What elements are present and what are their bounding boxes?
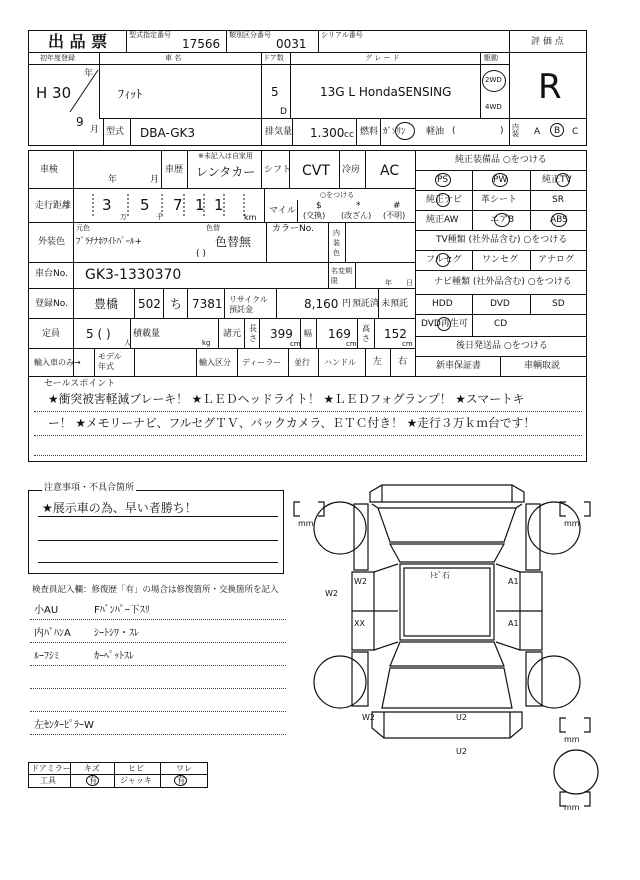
- equip-sr: SR: [552, 195, 564, 205]
- door-suffix: D: [280, 107, 287, 117]
- interior-c: C: [572, 127, 579, 137]
- capacity-value: 5 ( ): [86, 327, 111, 341]
- inspector-line-b: ｶｰﾍﾟｯﾄｽﾚ: [94, 651, 134, 662]
- inspector-rule: [30, 688, 286, 689]
- use-label: 車歴: [165, 165, 184, 175]
- mark-w2-side: W2: [325, 589, 338, 598]
- first-reg-era: H 30: [36, 84, 72, 102]
- registration-kana: ち: [170, 297, 183, 311]
- inspector-line-b: Fﾊﾞﾝﾊﾟｰ下ｽﾘ: [94, 605, 150, 616]
- mileage-digit2: 5: [140, 196, 150, 214]
- doors: 5: [271, 85, 279, 99]
- ac-label: 冷房: [342, 165, 361, 175]
- tamper-symbol: *: [356, 201, 361, 211]
- mark-roof: ﾄﾋﾞ石: [430, 571, 450, 580]
- tv-fullseg: フルセグ: [426, 255, 462, 265]
- import-type-label: 輸入区分: [199, 358, 231, 367]
- equip-airbag: エアB: [490, 215, 515, 225]
- registration-class: 502: [138, 297, 161, 311]
- capacity-unit: 人: [124, 339, 131, 347]
- length-value: 399: [270, 327, 293, 341]
- fuel-value: ｶﾞｿﾘﾝ: [383, 127, 406, 137]
- year-unit: 年: [84, 69, 94, 79]
- parallel-label: 並行: [294, 358, 310, 367]
- class-number-label: 類別区分番号: [229, 31, 271, 39]
- legend-r1: 有: [89, 776, 97, 785]
- width-label: 幅: [304, 329, 312, 338]
- car-name: ﾌｨｯﾄ: [118, 87, 143, 101]
- grade-box-label: 評 価 点: [531, 37, 564, 47]
- interior-a: A: [534, 127, 541, 137]
- title-change-label: 名変期限: [331, 267, 352, 285]
- unknown-label: (不明): [383, 211, 406, 220]
- equip-abs: ABS: [550, 215, 568, 225]
- notes-label: 注意事項・不具合箇所: [44, 483, 135, 493]
- exchange-label: (交換): [303, 211, 326, 220]
- shift-value: CVT: [302, 163, 330, 179]
- first-reg-month: 9: [76, 115, 84, 129]
- legend-h3: ワレ: [176, 764, 192, 773]
- inspector-rule: [30, 619, 286, 620]
- registration-label: 登録No.: [35, 299, 68, 309]
- title-change-day: 日: [406, 279, 413, 287]
- mileage-label: 走行距離: [35, 201, 72, 211]
- mileage-boxes: [76, 190, 266, 222]
- recycle-label: リサイクル預託金: [229, 295, 268, 314]
- registration-number: 7381: [192, 297, 223, 311]
- equipment-title: 純正装備品 ○をつける: [455, 155, 547, 165]
- legend-h2: ヒビ: [128, 764, 144, 773]
- mark-a1-front: A1: [508, 577, 519, 586]
- color-no-label: カラーNo.: [272, 224, 314, 234]
- interior-label: 内装: [512, 123, 519, 138]
- date-slash: [68, 66, 108, 116]
- model-year-label: モデル年式: [98, 352, 122, 371]
- notes-text: ★展示車の為、早い者勝ち！: [42, 501, 197, 515]
- inspector-line-a: 内ﾊﾞﾊﾝA: [34, 628, 71, 639]
- mm-front-right: mm: [564, 519, 580, 528]
- ac-value: AC: [380, 163, 400, 179]
- paren-open: (: [452, 126, 456, 136]
- mark-xx: XX: [354, 619, 365, 628]
- original-color-label: 元色: [76, 224, 90, 232]
- inspector-rule: [30, 734, 286, 735]
- inspection-month: 月: [150, 175, 160, 185]
- nav-hdd: HDD: [432, 299, 453, 309]
- nav-title: ナビ種類 (社外品含む) ○をつける: [434, 277, 572, 287]
- legend-r0: 工具: [40, 776, 56, 785]
- doc-manual: 車輌取説: [524, 361, 561, 371]
- inspector-label: 検査員記入欄：修復歴「有」の場合は修復箇所・交換箇所を記入: [32, 585, 279, 595]
- tv-title: TV種類 (社外品含む) ○をつける: [436, 235, 568, 245]
- mileage-digit5: 1: [214, 196, 224, 214]
- height-cm: cm: [402, 340, 413, 348]
- load-unit: kg: [202, 339, 211, 347]
- repaint-label: 色替: [206, 224, 220, 232]
- class-number: 0031: [276, 37, 307, 51]
- fuel-label: 燃料: [360, 127, 379, 137]
- equip-tv: 純正TV: [542, 175, 572, 185]
- mileage-digit1: 3: [102, 196, 112, 214]
- drive-label: 駆動: [484, 54, 498, 62]
- sheet-title: 出 品 票: [48, 32, 108, 51]
- nav-dvd-play: DVD再生可: [421, 319, 468, 329]
- load-label: 積載量: [133, 329, 161, 339]
- shift-label: シフト: [264, 165, 292, 175]
- type-number-label: 型式指定番号: [129, 31, 171, 39]
- handle-right: 右: [398, 357, 408, 367]
- drive-4wd: 4WD: [485, 103, 502, 111]
- mark-w2-rear: W2: [362, 713, 375, 722]
- model-label: 型式: [106, 127, 125, 137]
- inspection-year: 年: [108, 175, 118, 185]
- import-only-label: 輸入車のみ→: [34, 358, 81, 367]
- equip-leather: 革シート: [481, 195, 518, 205]
- legend-r3-circle: [174, 775, 187, 786]
- paren-close: ): [500, 126, 504, 136]
- mileage-digit3: 7: [173, 196, 183, 214]
- inspector-line-a: ﾙｰﾌｼﾐ: [34, 651, 59, 662]
- recycle-unit: 円: [342, 299, 352, 309]
- chassis-label: 車台No.: [35, 269, 68, 279]
- exchange-symbol: $: [316, 201, 322, 211]
- car-name-label: 車 名: [165, 54, 182, 62]
- mark-w2-front: W2: [354, 577, 367, 586]
- chassis-number: GK3-1330370: [85, 267, 182, 283]
- interior-color-label: 内装色: [333, 229, 340, 257]
- recycle-deposited: 預託済: [352, 299, 380, 309]
- mileage-digit4: 1: [195, 196, 205, 214]
- grade-value: R: [538, 67, 562, 107]
- width-value: 169: [328, 327, 351, 341]
- original-color: ﾌﾟﾗﾁﾅﾎﾜｲﾄﾊﾟｰﾙ+: [76, 237, 143, 247]
- grade-label: グ レ ー ド: [365, 54, 400, 62]
- tv-oneseg: ワンセグ: [482, 255, 519, 265]
- grade: 13G L HondaSENSING: [320, 85, 452, 99]
- dealer-label: ディーラー: [242, 358, 282, 367]
- recycle-amount: 8,160: [304, 297, 339, 311]
- car-diagram: [292, 480, 602, 810]
- inspection-label: 車検: [40, 165, 59, 175]
- drive-2wd: 2WD: [485, 76, 502, 84]
- type-number: 17566: [182, 37, 221, 51]
- tamper-label: (改ざん): [341, 211, 372, 220]
- light-oil-label: 軽油: [426, 127, 445, 137]
- displacement: 1.300: [310, 126, 345, 140]
- legend-h0: ドアミラー: [31, 764, 71, 773]
- legend-r3: 有: [177, 776, 185, 785]
- equip-pw: PW: [493, 175, 508, 185]
- docs-title: 後日発送品 ○をつける: [456, 341, 548, 351]
- registration-city: 豊橋: [94, 297, 119, 311]
- inspector-line-b: ｼｰﾄｼﾜ・ｽﾚ: [94, 628, 139, 639]
- circle-note: ○をつける: [320, 191, 355, 199]
- mm-rear-right: mm: [564, 735, 580, 744]
- height-label: 高さ: [362, 324, 370, 343]
- unknown-symbol: #: [393, 201, 401, 211]
- repaint-value: 色替無: [215, 235, 252, 249]
- mm-spare: mm: [564, 803, 580, 810]
- legend-r1-circle: [86, 775, 99, 786]
- length-cm: cm: [290, 340, 301, 348]
- month-unit: 月: [90, 125, 100, 135]
- inspector-line-a: 左ｾﾝﾀｰﾋﾟﾗｰW: [34, 720, 94, 731]
- mm-front-left: mm: [298, 519, 314, 528]
- doors-label: ドア数: [263, 54, 284, 62]
- width-cm: cm: [346, 340, 357, 348]
- inspector-rule: [30, 665, 286, 666]
- mile-label: マイル: [269, 206, 296, 216]
- use-value: レンタカー: [196, 165, 256, 179]
- doc-warranty: 新車保証書: [436, 361, 482, 371]
- equip-ps: PS: [437, 175, 449, 185]
- dims-label: 諸元: [223, 329, 242, 339]
- sales-label: セールスポイント: [44, 379, 116, 389]
- interior-b: B: [554, 126, 561, 136]
- legend-r2: ジャッキ: [120, 776, 152, 785]
- recycle-not-deposited: 未預託: [381, 299, 409, 309]
- handle-left: 左: [373, 357, 383, 367]
- inspector-line-a: 小AU: [34, 605, 59, 616]
- inspector-rule: [30, 642, 286, 643]
- private-note: ※未記入は自家用: [198, 152, 253, 160]
- mileage-km: km: [244, 213, 257, 222]
- legend-h1: キズ: [84, 764, 100, 773]
- serial-label: シリアル番号: [321, 31, 363, 39]
- displacement-label: 排気量: [265, 127, 293, 137]
- tv-analog: アナログ: [538, 255, 575, 265]
- mark-u2-rear: U2: [456, 713, 467, 722]
- capacity-label: 定員: [42, 329, 61, 339]
- sales-line-1: ★衝突被害軽減ブレーキ！ ★ＬＥＤヘッドライト！ ★ＬＥＤフォグランプ！ ★スマートキ: [48, 392, 525, 406]
- cc-unit: cc: [344, 130, 354, 140]
- repaint-paren: ( ): [196, 249, 206, 259]
- handle-label: ハンドル: [324, 358, 356, 367]
- mileage-unit-sen: 千: [156, 213, 163, 221]
- length-label: 長さ: [249, 324, 257, 343]
- first-reg-label: 初年度登録: [40, 54, 75, 62]
- nav-dvd: DVD: [490, 299, 510, 309]
- mark-u2-bumper: U2: [456, 747, 467, 756]
- sales-line-2: ー！ ★メモリーナビ、フルセグＴＶ、バックカメラ、ＥＴＣ付き！ ★走行３万ｋｍ台です！: [48, 416, 536, 430]
- model: DBA-GK3: [140, 126, 195, 140]
- nav-cd: CD: [494, 319, 508, 329]
- nav-sd: SD: [552, 299, 565, 309]
- equip-navi: 純正ナビ: [426, 195, 463, 205]
- inspector-rule: [30, 711, 286, 712]
- exterior-color-label: 外装色: [38, 237, 66, 247]
- height-value: 152: [384, 327, 407, 341]
- title-change-year: 年: [385, 279, 392, 287]
- mark-a1-side: A1: [508, 619, 519, 628]
- equip-aw: 純正AW: [426, 215, 459, 225]
- mileage-unit-man: 万: [120, 213, 127, 221]
